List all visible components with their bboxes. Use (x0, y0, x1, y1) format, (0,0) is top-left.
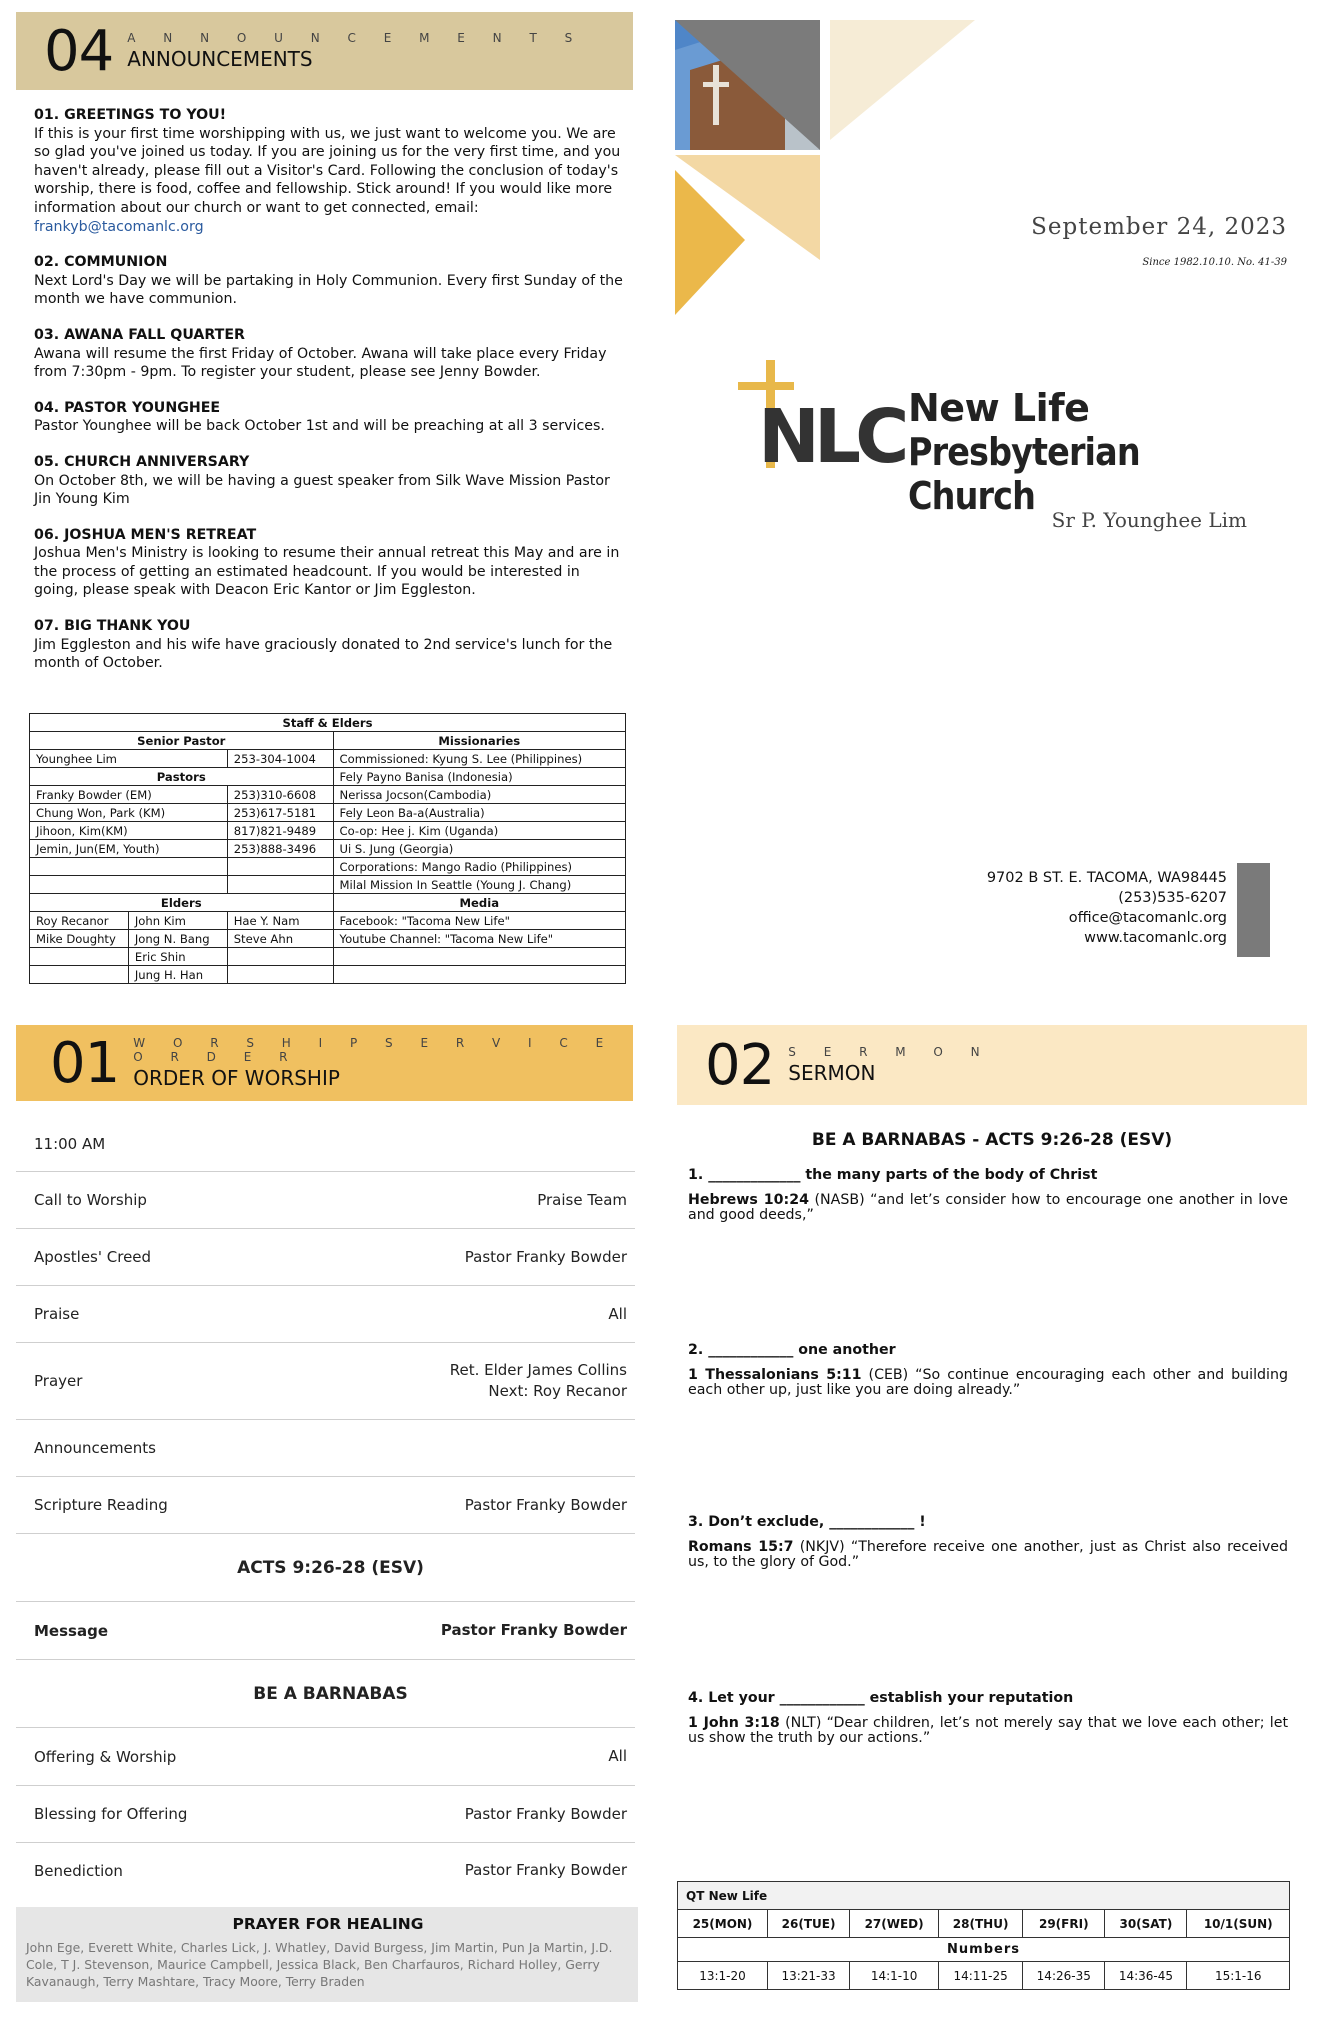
missionary: Nerissa Jocson(Cambodia) (333, 786, 625, 804)
staff-phone: 253)617-5181 (227, 804, 333, 822)
worship-leader (450, 1360, 627, 1402)
worship-item: Benediction (34, 1861, 123, 1880)
worship-item: Call to Worship (34, 1191, 147, 1209)
elder-name: Jong N. Bang (128, 930, 227, 948)
point-verse: 1 John 3:18 (NLT) “Dear children, let’s not merely say that we love each other; let us show the truth by our actions.” (688, 1715, 1289, 1746)
sermon-point (688, 1690, 1288, 1746)
prayer-leader: Ret. Elder James Collins (449, 1361, 627, 1379)
staff-name: Jihoon, Kim(KM) (30, 822, 228, 840)
bulletin-date: September 24, 2023 (1031, 214, 1287, 240)
media-item: Facebook: "Tacoma New Life" (333, 912, 625, 930)
church-email[interactable]: office@tacomanlc.org (1068, 910, 1227, 926)
sermon-title-text: BE A BARNABAS (253, 1683, 408, 1704)
qt-passage: 13:1-20 (678, 1962, 768, 1990)
announcements-spaced-label: A N N O U N C E M E N T S (127, 31, 585, 45)
announcement-title: 03. AWANA FALL QUARTER (34, 326, 245, 343)
elder-name: Roy Recanor (30, 912, 129, 930)
qt-day: 26(TUE) (768, 1910, 850, 1938)
worship-item: Offering & Worship (34, 1747, 177, 1766)
sermon-spaced-label: S E R M O N (788, 1045, 992, 1059)
elder-name: John Kim (128, 912, 227, 930)
worship-item: Blessing for Offering (34, 1805, 188, 1823)
announcement-body: Next Lord's Day we will be partaking in Holy Communion. Every first Sunday of the month we have communion. (34, 272, 623, 308)
senior-pastor-name: Sr P. Younghee Lim (1051, 508, 1247, 532)
announcement-title: 05. CHURCH ANNIVERSARY (34, 453, 250, 470)
staff-phone: 817)821-9489 (227, 822, 333, 840)
cream-triangle (830, 20, 975, 140)
missionary: Fely Payno Banisa (Indonesia) (333, 768, 625, 786)
announcement-body: Jim Eggleston and his wife have graciously donated to 2nd service's lunch for the month of October. (34, 636, 613, 672)
sermon-point (688, 1167, 1288, 1223)
scripture-reference-row (16, 1534, 635, 1602)
announcement-item (34, 526, 624, 600)
staff-table-title: Staff & Elders (30, 714, 626, 732)
worship-row (16, 1843, 635, 1898)
worship-row (16, 1229, 635, 1286)
worship-leader: Pastor Franky Bowder (440, 1621, 627, 1639)
staff-phone: 253-304-1004 (227, 750, 333, 768)
cover-geometric-art (675, 20, 985, 320)
announcements-title: ANNOUNCEMENTS (127, 47, 313, 71)
healing-names: John Ege, Everett White, Charles Lick, J. Whatley, David Burgess, Jim Martin, Pun Ja Martin, J.D. Cole, T J. Stevenson, Maurice Campbell, Jessica Black, Ben Charfauros, Richard Holley, Gerry Kavanaugh, Terry Mashtare, Tracy Moore, Terry Braden (26, 1940, 613, 1989)
church-name-line1: New Life (908, 386, 1090, 430)
announcement-item (34, 106, 624, 236)
sermon-heading: BE A BARNABAS - ACTS 9:26-28 (ESV) (811, 1130, 1173, 1150)
worship-header (16, 1025, 633, 1101)
prayer-for-healing (16, 1907, 638, 2002)
worship-title: ORDER OF WORSHIP (133, 1066, 340, 1090)
announcement-title: 01. GREETINGS TO YOU! (34, 107, 227, 123)
missionaries-heading: Missionaries (333, 732, 625, 750)
announcement-body: Pastor Younghee will be back October 1st and will be preaching at all 3 services. (34, 418, 605, 435)
qt-day: 27(WED) (850, 1910, 939, 1938)
worship-item: Praise (34, 1305, 80, 1323)
worship-item: Apostles' Creed (34, 1248, 152, 1266)
announcement-body: Awana will resume the first Friday of October. Awana will take place every Friday from 7:30pm - 9pm. To register your student, please see Jenny Bowder. (34, 345, 607, 381)
announcement-body: Joshua Men's Ministry is looking to resume their annual retreat this May and are in the process of getting an estimated headcount. If you would be interested in going, please speak with Deacon Eric Kantor or Jim Eggleston. (34, 545, 620, 599)
announcement-item (34, 453, 624, 509)
worship-leader: Pastor Franky Bowder (464, 1861, 627, 1879)
staff-name: Chung Won, Park (KM) (30, 804, 228, 822)
worship-row (16, 1477, 635, 1534)
qt-reading-table (677, 1881, 1290, 1990)
worship-leader: Praise Team (537, 1190, 627, 1209)
nlc-logo-mark (738, 358, 908, 478)
point-title: 2. ____________ one another (688, 1342, 896, 1358)
worship-leader: Pastor Franky Bowder (464, 1804, 627, 1823)
qt-day: 25(MON) (678, 1910, 768, 1938)
qt-passage: 15:1-16 (1187, 1962, 1290, 1990)
elder-name: Jung H. Han (128, 966, 227, 984)
point-title: 1. _____________ the many parts of the body of Christ (688, 1167, 1098, 1183)
elder-name: Mike Doughty (30, 930, 129, 948)
qt-day: 30(SAT) (1105, 1910, 1187, 1938)
worship-row (16, 1420, 635, 1477)
announcement-title: 07. BIG THANK YOU (34, 618, 191, 635)
cover-accent-bar (1237, 863, 1270, 957)
missionary: Commissioned: Kyung S. Lee (Philippines) (333, 750, 625, 768)
announcement-title: 02. COMMUNION (34, 254, 168, 271)
announcements-list (34, 106, 624, 690)
missionary: Ui S. Jung (Georgia) (333, 840, 625, 858)
nlc-letters: NLC (758, 394, 904, 478)
elders-heading: Elders (30, 894, 334, 912)
church-name-line2: Presbyterian Church (908, 430, 1140, 518)
announcement-item (34, 253, 624, 309)
worship-leader: Pastor Franky Bowder (464, 1495, 627, 1514)
worship-spaced-label: W O R S H I P S E R V I C E O R D E R (133, 1036, 616, 1064)
worship-order-list (16, 1116, 635, 1898)
email-link[interactable]: frankyb@tacomanlc.org (34, 218, 204, 235)
church-logo (738, 358, 1258, 518)
worship-row (16, 1728, 635, 1786)
qt-day: 10/1(SUN) (1187, 1910, 1290, 1938)
qt-day: 29(FRI) (1023, 1910, 1105, 1938)
point-title: 4. Let your ____________ establish your reputation (688, 1690, 1074, 1706)
announcement-title: 04. PASTOR YOUNGHEE (34, 399, 221, 416)
missionary: Fely Leon Ba-a(Australia) (333, 804, 625, 822)
worship-row (16, 1172, 635, 1229)
church-website[interactable]: www.tacomanlc.org (1084, 930, 1227, 946)
announcements-header (16, 12, 633, 90)
worship-leader: All (608, 1304, 627, 1323)
staff-name: Younghee Lim (30, 750, 228, 768)
sermon-point (688, 1514, 1288, 1570)
scripture-reference: ACTS 9:26-28 (ESV) (237, 1557, 424, 1578)
elder-name: Hae Y. Nam (227, 912, 333, 930)
senior-pastor-heading: Senior Pastor (30, 732, 334, 750)
point-verse: Hebrews 10:24 (NASB) “and let’s consider how to encourage one another in love and good deeds,” (688, 1192, 1289, 1223)
announcement-item (34, 617, 624, 673)
staff-name: Jemin, Jun(EM, Youth) (30, 840, 228, 858)
service-time-row (16, 1116, 635, 1172)
sermon-point (688, 1342, 1288, 1398)
sermon-title: SERMON (788, 1061, 876, 1085)
staff-elders-table (29, 713, 626, 984)
staff-name: Franky Bowder (EM) (30, 786, 228, 804)
elder-name: Steve Ahn (227, 930, 333, 948)
church-address: 9702 B ST. E. TACOMA, WA98445 (986, 870, 1227, 886)
church-phone: (253)535-6207 (1118, 890, 1227, 906)
worship-item: Scripture Reading (34, 1496, 168, 1514)
media-item: Youtube Channel: "Tacoma New Life" (333, 930, 625, 948)
missionary: Milal Mission In Seattle (Young J. Chang) (333, 876, 625, 894)
qt-passage: 13:21-33 (768, 1962, 850, 1990)
worship-row (16, 1286, 635, 1343)
announcement-body: If this is your first time worshipping with us, we just want to welcome you. We are so glad you've joined us today. If you are joining us for the very first time, and you haven't already, please fill out a Visitor's Card. Following the conclusion of today's worship, there is food, coffee and fellowship. Stick around! If you would like more information about our church or want to get connected, email: frankyb@tacomanlc.org (34, 125, 621, 235)
sermon-header (677, 1025, 1307, 1105)
bulletin-since: Since 1982.10.10. No. 41-39 (1142, 257, 1287, 268)
announcements-number: 04 (44, 18, 114, 84)
qt-passage: 14:1-10 (850, 1962, 939, 1990)
missionary: Corporations: Mango Radio (Philippines) (333, 858, 625, 876)
qt-passage: 14:11-25 (939, 1962, 1023, 1990)
worship-row (16, 1786, 635, 1843)
worship-leader: All (608, 1747, 627, 1765)
pastors-heading: Pastors (30, 768, 334, 786)
prayer-next: Next: Roy Recanor (488, 1382, 627, 1400)
announcement-body: On October 8th, we will be having a guest speaker from Silk Wave Mission Pastor Jin Young Kim (34, 472, 610, 508)
service-time: 11:00 AM (34, 1134, 106, 1153)
announcement-item (34, 399, 624, 436)
point-verse: 1 Thessalonians 5:11 (CEB) “So continue encouraging each other and building each other up, just like you are doing already.” (688, 1367, 1288, 1398)
qt-passage: 14:36-45 (1105, 1962, 1187, 1990)
missionary: Co-op: Hee j. Kim (Uganda) (333, 822, 625, 840)
sermon-number: 02 (705, 1032, 775, 1098)
church-contact (987, 868, 1227, 948)
worship-number: 01 (50, 1030, 120, 1096)
staff-phone: 253)888-3496 (227, 840, 333, 858)
worship-row (16, 1602, 635, 1660)
media-heading: Media (333, 894, 625, 912)
announcement-item (34, 326, 624, 382)
point-title: 3. Don’t exclude, ____________ ! (688, 1514, 926, 1530)
elder-name: Eric Shin (128, 948, 227, 966)
qt-passage: 14:26-35 (1023, 1962, 1105, 1990)
worship-leader: Pastor Franky Bowder (464, 1247, 627, 1266)
worship-item: Announcements (34, 1439, 156, 1457)
sermon-title-row (16, 1660, 635, 1728)
staff-phone: 253)310-6608 (227, 786, 333, 804)
worship-item: Prayer (34, 1372, 83, 1390)
worship-item: Message (34, 1621, 108, 1640)
qt-day: 28(THU) (939, 1910, 1023, 1938)
point-verse: Romans 15:7 (NKJV) “Therefore receive one another, just as Christ also received us, to the glory of God.” (688, 1539, 1288, 1570)
qt-title: QT New Life (678, 1882, 1290, 1910)
announcement-title: 06. JOSHUA MEN'S RETREAT (34, 526, 257, 543)
qt-book: Numbers (678, 1938, 1290, 1962)
healing-title: PRAYER FOR HEALING (232, 1915, 424, 1933)
worship-row (16, 1343, 635, 1420)
